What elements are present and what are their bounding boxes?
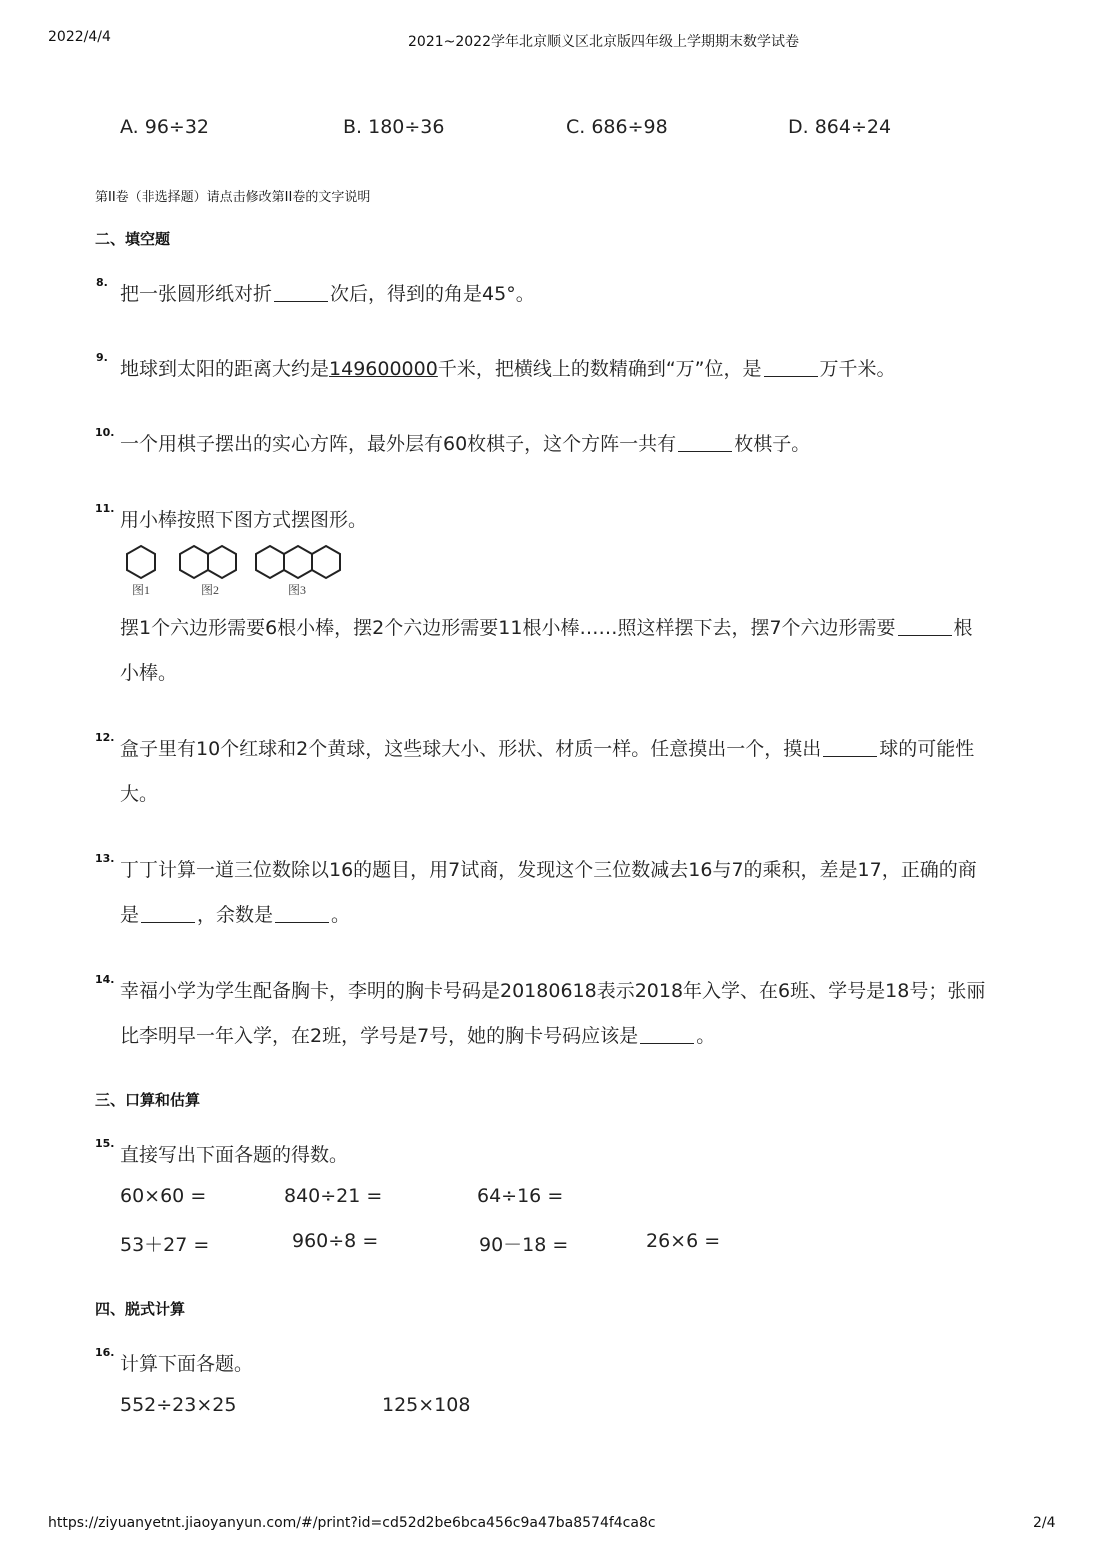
answer-blank [678, 434, 732, 452]
answer-blank [823, 739, 877, 757]
section-calc-heading: 四、脱式计算 [95, 1300, 186, 1318]
question-number: 10. [95, 426, 115, 439]
q9-underlined-number: 149600000 [329, 358, 438, 380]
footer-url[interactable]: https://ziyuanyetnt.jiaoyanyun.com/#/print?id=cd52d2be6bca456c9a47ba8574f4ca8c [48, 1515, 656, 1531]
question-12-line2: 大。 [120, 783, 159, 805]
option-a: A. 96÷32 [120, 116, 210, 138]
answer-blank [640, 1026, 694, 1044]
hexagon-shape [127, 546, 155, 578]
page-number: 2/4 [1033, 1515, 1056, 1531]
question-16-text: 计算下面各题。 [120, 1353, 254, 1375]
q12-text-pre: 盒子里有10个红球和2个黄球，这些球大小、形状、材质一样。任意摸出一个，摸出 [120, 738, 822, 760]
figure-label: 图1 [131, 583, 151, 597]
question-11-line1 [120, 613, 973, 640]
question-number: 16. [95, 1346, 115, 1359]
question-14-line2 [120, 1021, 715, 1048]
question-number: 8. [96, 276, 108, 289]
question-12-line1 [120, 734, 974, 761]
oral-item: 60×60 = [120, 1185, 207, 1207]
document-title: 2021~2022学年北京顺义区北京版四年级上学期期末数学试卷 [408, 34, 799, 50]
q14-text-post: 。 [696, 1025, 716, 1047]
hexagon-shape [180, 546, 208, 578]
q11-text-post: 根 [953, 617, 973, 639]
q13-text-a: 是 [120, 904, 140, 926]
answer-blank [764, 359, 818, 377]
hexagon-figures [120, 538, 350, 600]
question-number: 9. [96, 351, 108, 364]
question-number: 15. [95, 1137, 115, 1150]
question-10 [120, 429, 810, 456]
question-9 [120, 354, 896, 381]
answer-blank [274, 284, 328, 302]
hexagon-shape [312, 546, 340, 578]
figure-label: 图3 [287, 583, 307, 597]
q13-text-c: 。 [331, 904, 351, 926]
q10-text-pre: 一个用棋子摆出的实心方阵，最外层有60枚棋子，这个方阵一共有 [120, 433, 677, 455]
oral-item: 53＋27 = [120, 1234, 210, 1256]
question-14-line1: 幸福小学为学生配备胸卡，李明的胸卡号码是20180618表示2018年入学、在6班、学号是18号；张丽 [120, 980, 986, 1002]
q13-text-b: ，余数是 [197, 904, 274, 926]
calc-item: 125×108 [382, 1394, 471, 1416]
print-date: 2022/4/4 [48, 29, 111, 45]
section-fill-heading: 二、填空题 [95, 230, 171, 248]
q9-text-mid: 千米，把横线上的数精确到“万”位，是 [437, 358, 762, 380]
question-13-line1: 丁丁计算一道三位数除以16的题目，用7试商，发现这个三位数减去16与7的乘积，差是17，正确的商 [120, 859, 977, 881]
oral-item: 26×6 = [646, 1230, 721, 1252]
option-b: B. 180÷36 [343, 116, 445, 138]
oral-item: 90－18 = [479, 1234, 569, 1256]
figure-label: 图2 [200, 583, 220, 597]
calc-item: 552÷23×25 [120, 1394, 237, 1416]
oral-item: 840÷21 = [284, 1185, 383, 1207]
question-number: 14. [95, 973, 115, 986]
answer-blank [898, 618, 952, 636]
question-11-text: 用小棒按照下图方式摆图形。 [120, 509, 368, 531]
question-13-line2 [120, 900, 350, 927]
question-15-text: 直接写出下面各题的得数。 [120, 1144, 349, 1166]
hexagon-shape [208, 546, 236, 578]
q11-text-pre: 摆1个六边形需要6根小棒，摆2个六边形需要11根小棒……照这样摆下去，摆7个六边形需要 [120, 617, 896, 639]
question-8 [120, 279, 535, 306]
option-c: C. 686÷98 [566, 116, 668, 138]
q9-text-pre: 地球到太阳的距离大约是 [120, 358, 330, 380]
q8-text-post: 次后，得到的角是45°。 [330, 283, 535, 305]
section-oral-heading: 三、口算和估算 [95, 1091, 201, 1109]
hexagon-shape [256, 546, 284, 578]
question-number: 12. [95, 731, 115, 744]
oral-item: 960÷8 = [292, 1230, 379, 1252]
q10-text-post: 枚棋子。 [734, 433, 811, 455]
answer-blank [275, 905, 329, 923]
q9-text-post: 万千米。 [819, 358, 896, 380]
q8-text-pre: 把一张圆形纸对折 [120, 283, 273, 305]
oral-item: 64÷16 = [477, 1185, 564, 1207]
hexagon-shape [284, 546, 312, 578]
part2-note: 第II卷（非选择题）请点击修改第II卷的文字说明 [95, 190, 371, 205]
answer-blank [141, 905, 195, 923]
question-11-line2: 小棒。 [120, 662, 178, 684]
q12-text-post: 球的可能性 [879, 738, 975, 760]
q14-text-pre: 比李明早一年入学，在2班，学号是7号，她的胸卡号码应该是 [120, 1025, 639, 1047]
option-d: D. 864÷24 [788, 116, 892, 138]
question-number: 11. [95, 502, 115, 515]
question-number: 13. [95, 852, 115, 865]
